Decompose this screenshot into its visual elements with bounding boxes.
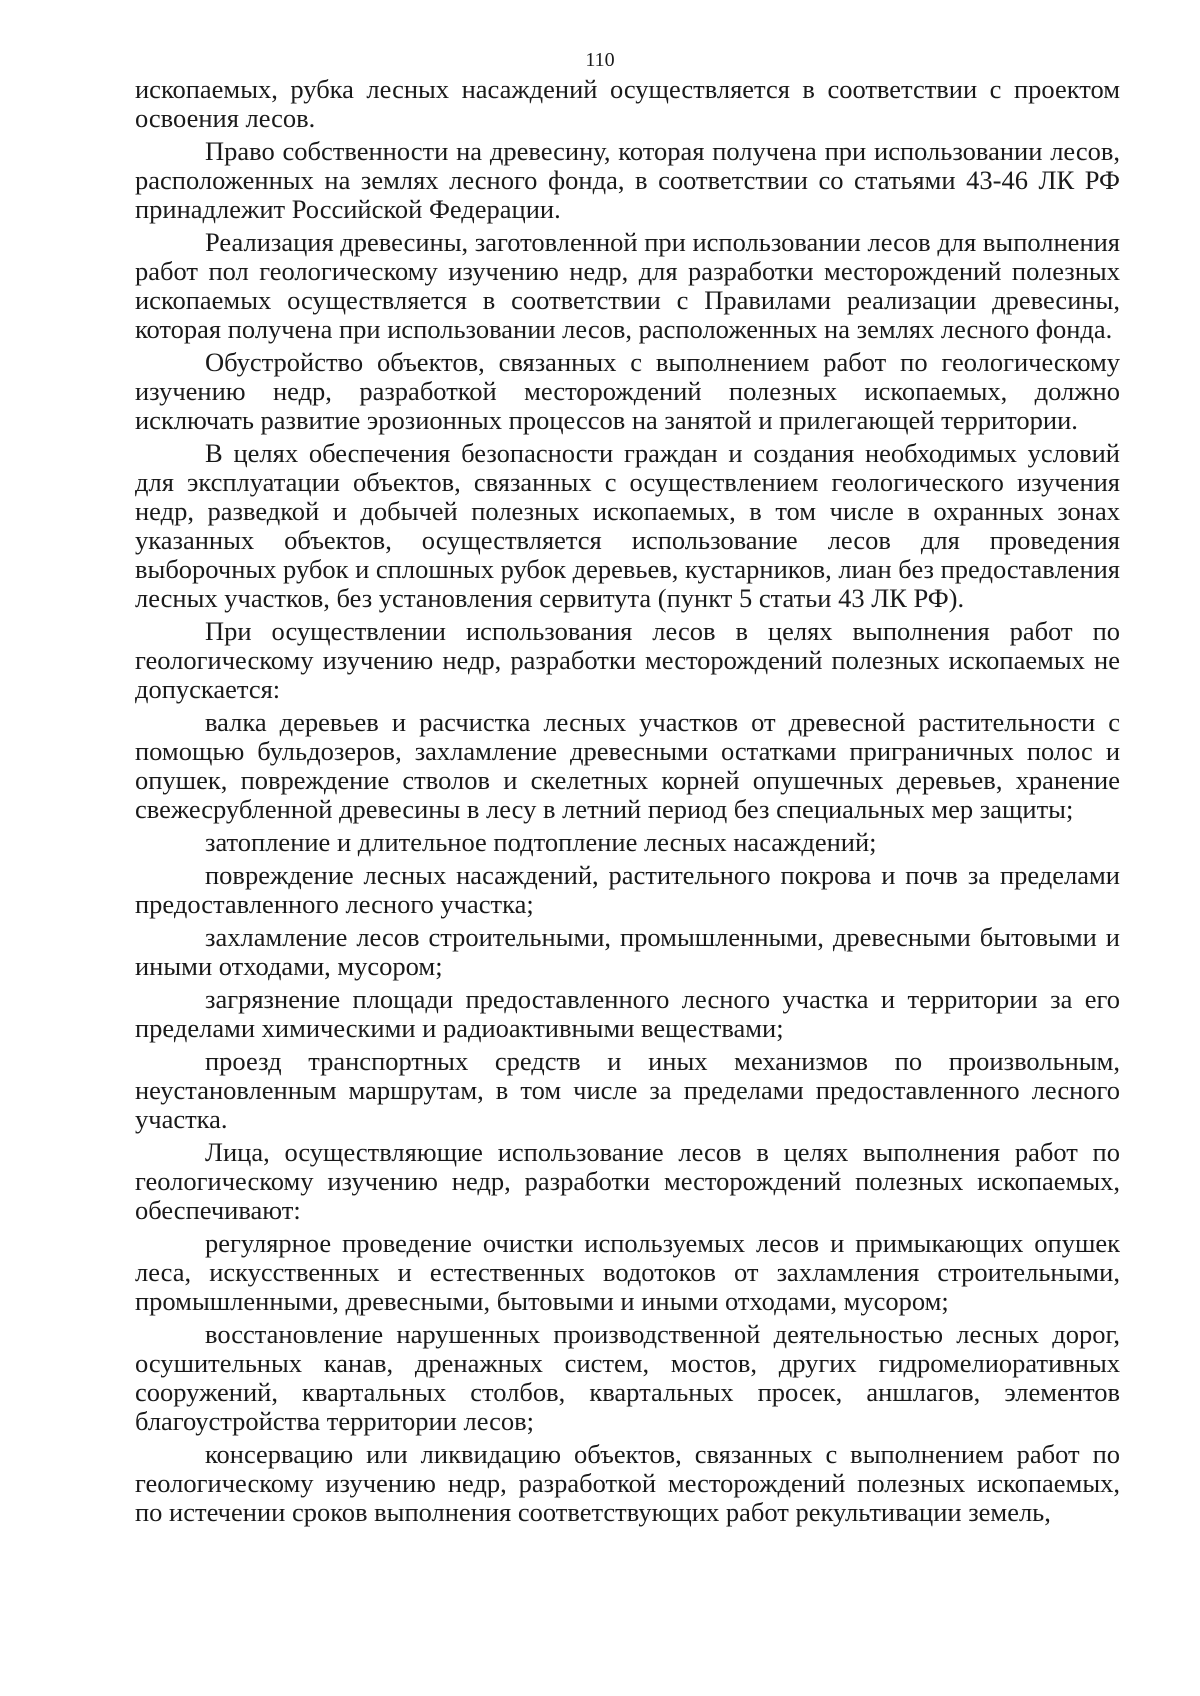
paragraph: Реализация древесины, заготовленной при использовании лесов для выполнения работ пол геологическому изучению недр, для разработки месторождений полезных ископаемых осуществляется в соответствии с Правилами реализации древесины, которая получена при использовании лесов, расположенных на землях лесного фонда. [135, 227, 1120, 344]
page-number: 110 [585, 49, 615, 71]
list-item: восстановление нарушенных производственной деятельностью лесных дорог, осушительных канав, дренажных систем, мостов, других гидромелиоративных сооружений, квартальных столбов, квартальных просек, аншлагов, элементов благоустройства территории лесов; [135, 1319, 1120, 1436]
document-body [135, 75, 1120, 1531]
list-item: регулярное проведение очистки используемых лесов и примыкающих опушек леса, искусственных и естественных водотоков от захламления строительными, промышленными, древесными, бытовыми и иными отходами, мусором; [135, 1228, 1120, 1316]
paragraph: При осуществлении использования лесов в целях выполнения работ по геологическому изучению недр, разработки месторождений полезных ископаемых не допускается: [135, 616, 1120, 704]
list-item: проезд транспортных средств и иных механизмов по произвольным, неустановленным маршрутам, в том числе за пределами предоставленного лесного участка. [135, 1046, 1120, 1134]
paragraph: Лица, осуществляющие использование лесов в целях выполнения работ по геологическому изучению недр, разработки месторождений полезных ископаемых, обеспечивают: [135, 1137, 1120, 1225]
list-item: захламление лесов строительными, промышленными, древесными бытовыми и иными отходами, мусором; [135, 922, 1120, 981]
paragraph: В целях обеспечения безопасности граждан и создания необходимых условий для эксплуатации объектов, связанных с осуществлением геологического изучения недр, разведкой и добычей полезных ископаемых, в том числе в охранных зонах указанных объектов, осуществляется использование лесов для проведения выборочных рубок и сплошных рубок деревьев, кустарников, лиан без предоставления лесных участков, без установления сервитута (пункт 5 статьи 43 ЛК РФ). [135, 438, 1120, 613]
paragraph: ископаемых, рубка лесных насаждений осуществляется в соответствии с проектом освоения лесов. [135, 74, 1120, 133]
paragraph: Обустройство объектов, связанных с выполнением работ по геологическому изучению недр, разработкой месторождений полезных ископаемых, должно исключать развитие эрозионных процессов на занятой и прилегающей территории. [135, 347, 1120, 435]
list-item: загрязнение площади предоставленного лесного участка и территории за его пределами химическими и радиоактивными веществами; [135, 984, 1120, 1043]
list-item: консервацию или ликвидацию объектов, связанных с выполнением работ по геологическому изучению недр, разработкой месторождений полезных ископаемых, по истечении сроков выполнения соответствующих работ рекультивации земель, [135, 1439, 1120, 1527]
list-item: валка деревьев и расчистка лесных участков от древесной растительности с помощью бульдозеров, захламление древесными остатками приграничных полос и опушек, повреждение стволов и скелетных корней опушечных деревьев, хранение свежесрубленной древесины в лесу в летний период без специальных мер защиты; [135, 707, 1120, 824]
paragraph: Право собственности на древесину, которая получена при использовании лесов, расположенных на землях лесного фонда, в соответствии со статьями 43-46 ЛК РФ принадлежит Российской Федерации. [135, 136, 1120, 224]
list-item: повреждение лесных насаждений, растительного покрова и почв за пределами предоставленного лесного участка; [135, 860, 1120, 919]
list-item: затопление и длительное подтопление лесных насаждений; [205, 827, 877, 857]
